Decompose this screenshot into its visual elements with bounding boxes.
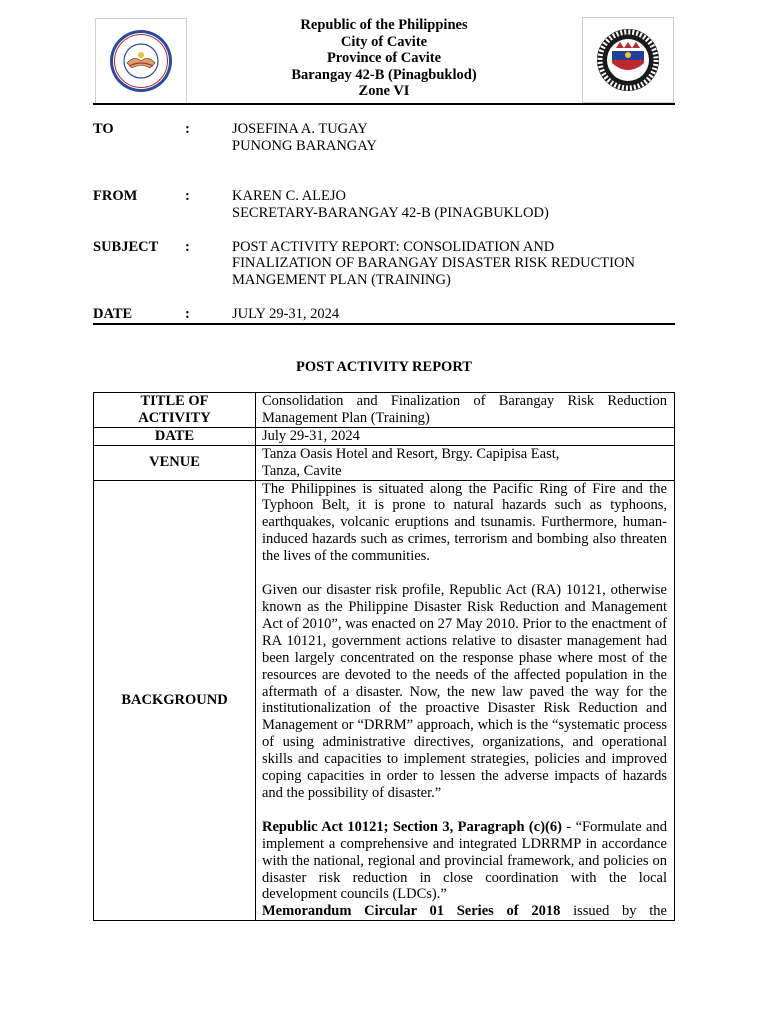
table-row-background: [94, 480, 675, 921]
table-date-label: DATE: [94, 427, 256, 445]
to-label: TO: [93, 121, 114, 137]
venue-line-2: Tanza, Cavite: [262, 462, 342, 479]
table-row-venue: [94, 445, 675, 480]
subject-colon: :: [185, 239, 190, 255]
subject-line-1: POST ACTIVITY REPORT: CONSOLIDATION AND: [232, 239, 555, 255]
from-name: KAREN C. ALEJO: [232, 188, 346, 204]
title-of-activity-value: Consolidation and Finalization of Barangay Risk Reduction Management Plan (Training): [256, 393, 675, 428]
to-name: JOSEFINA A. TUGAY: [232, 121, 368, 137]
from-colon: :: [185, 188, 190, 204]
city-seal-icon: [583, 18, 673, 102]
letterhead: [200, 17, 568, 100]
venue-line-1: Tanza Oasis Hotel and Resort, Brgy. Capipisa East,: [262, 445, 560, 462]
venue-label: VENUE: [94, 445, 256, 480]
date-colon: :: [185, 306, 190, 322]
background-value: [256, 480, 675, 921]
table-row-title: [94, 393, 675, 428]
to-colon: :: [185, 121, 190, 137]
from-label: FROM: [93, 188, 138, 204]
subject-line-3: MANGEMENT PLAN (TRAINING): [232, 272, 451, 288]
subject-label: SUBJECT: [93, 239, 159, 255]
title-label-line-1: TITLE OF: [140, 393, 209, 409]
to-position: PUNONG BARANGAY: [232, 138, 377, 154]
ra-citation-text: - “Formulate and implement a comprehensive and integrated LDRRMP in accordance with the national, regional and provincial framework, and policies on disaster risk reduction in close coordination with the local development councils (LDCs).”: [262, 818, 667, 903]
background-label: BACKGROUND: [94, 480, 256, 921]
city-seal-frame: [582, 17, 674, 103]
subject-line-2: FINALIZATION OF BARANGAY DISASTER RISK REDUCTION: [232, 255, 635, 271]
date-label: DATE: [93, 306, 133, 322]
from-position: SECRETARY-BARANGAY 42-B (PINAGBUKLOD): [232, 205, 549, 221]
table-date-value: July 29-31, 2024: [256, 427, 675, 445]
header-divider: [93, 103, 675, 105]
letterhead-city: City of Cavite: [340, 33, 428, 50]
background-paragraph-4: [262, 903, 667, 920]
letterhead-zone: Zone VI: [358, 83, 410, 100]
title-of-activity-label: [94, 393, 256, 428]
background-paragraph-1: The Philippines is situated along the Pacific Ring of Fire and the Typhoon Belt, it is prone to natural hazards such as typhoons, earthquakes, volcanic eruptions and tsunamis. Furthermore, human-induced hazards such as crimes, terrorism and bombing also threaten the lives of the communities.: [262, 480, 667, 565]
memo-divider: [93, 323, 675, 325]
barangay-seal-icon: [96, 19, 186, 103]
ra-citation: Republic Act 10121; Section 3, Paragraph (c)(6): [262, 818, 562, 835]
report-table: [93, 392, 675, 921]
table-row-date: [94, 427, 675, 445]
report-title: POST ACTIVITY REPORT: [296, 359, 472, 375]
barangay-seal-frame: [95, 18, 187, 104]
background-paragraph-2: Given our disaster risk profile, Republic Act (RA) 10121, otherwise known as the Philippine Disaster Risk Reduction and Management Act of 2010”, was enacted on 27 May 2010. Prior to the enactment of RA 10121, government actions relative to disaster management had been largely concentrated on the response phase where most of the resources are devoted to the needs of the affected population in the aftermath of a disaster. Now, the new law paved the way for the institutionalization of the proactive Disaster Risk Reduction and Management or “DRRM” approach, which is the “systematic process of using administrative directives, organizations, and operational skills and capacities to implement strategies, policies and improved coping capacities in order to lessen the adverse impacts of hazards and the possibility of disaster.”: [262, 582, 667, 801]
letterhead-country: Republic of the Philippines: [300, 17, 468, 33]
memo-circular-citation: Memorandum Circular 01 Series of 2018: [262, 903, 561, 920]
memo-circular-text: issued by the: [560, 903, 667, 920]
venue-value: [256, 445, 675, 480]
letterhead-province: Province of Cavite: [326, 50, 442, 67]
letterhead-barangay: Barangay 42-B (Pinagbuklod): [291, 66, 477, 83]
title-label-line-2: ACTIVITY: [138, 409, 211, 426]
date-value: JULY 29-31, 2024: [232, 306, 340, 322]
background-paragraph-3: [262, 819, 667, 904]
